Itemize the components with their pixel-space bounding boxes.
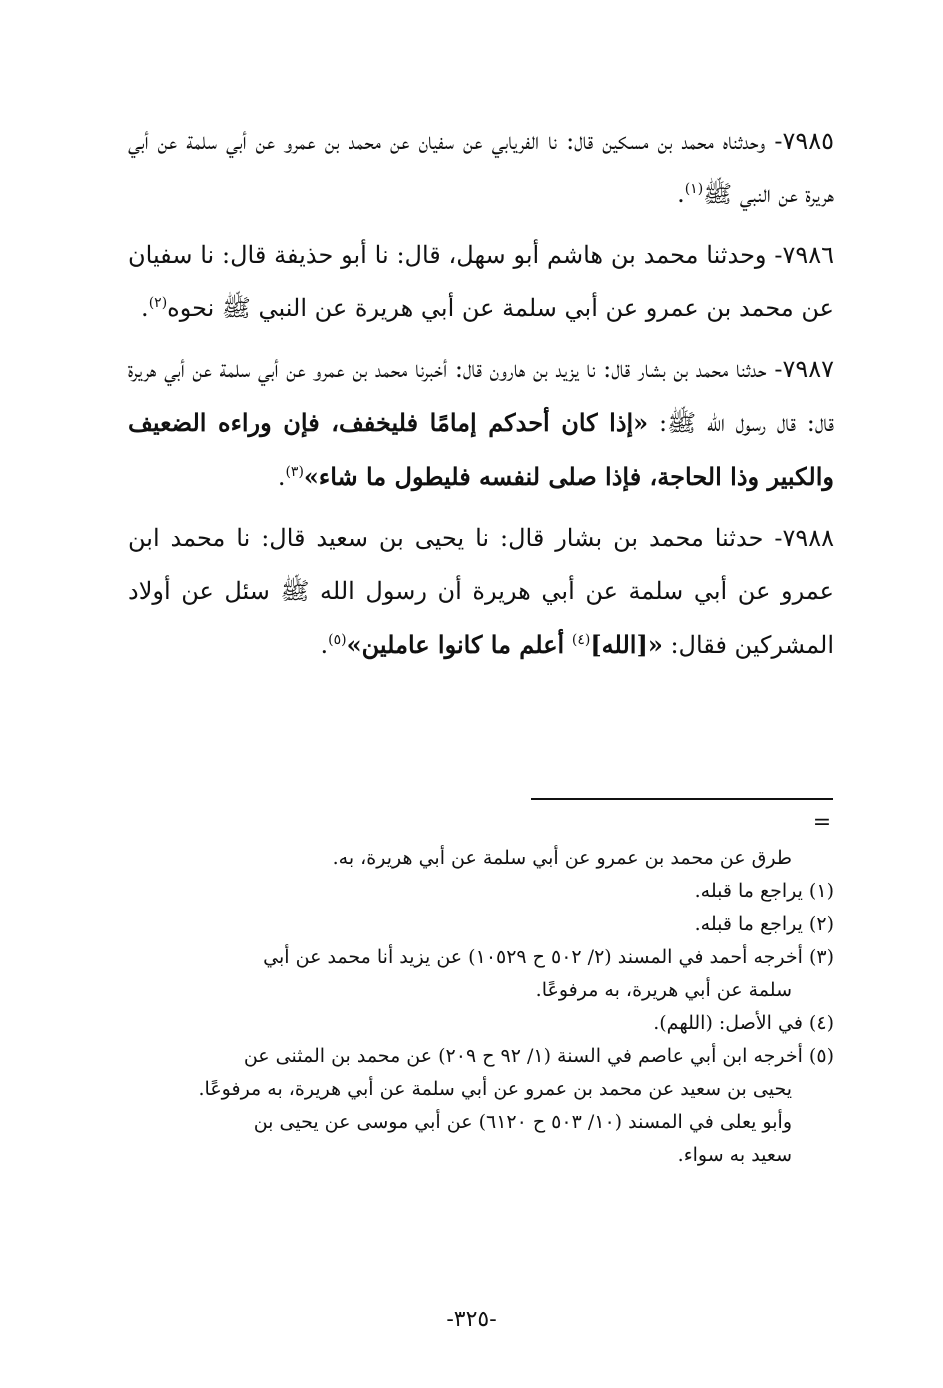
footnote-4: (٤) في الأصل: (اللهم). — [653, 1012, 834, 1034]
hadith-7987 — [128, 343, 834, 504]
footnote-5-line-4: سعيد به سواء. — [677, 1144, 792, 1166]
footnote-3-line-1: (٣) أخرجه أحمد في المسند (٢/ ٥٠٢ ح ١٠٥٢٩) عن يزيد أنا محمد عن أبي — [263, 946, 834, 968]
footnote-continuation: طرق عن محمد بن عمرو عن أبي سلمة عن أبي هريرة، به. — [332, 847, 792, 869]
footnote-continuation-mark: = — [812, 810, 832, 835]
hadith-end: . — [141, 294, 149, 322]
footnote-ref: (٢) — [148, 295, 168, 311]
footnote-ref: (٤) — [571, 632, 591, 648]
hadith-7985 — [128, 115, 834, 221]
footnote-separator — [531, 798, 833, 800]
footnote-5-line-1: (٥) أخرجه ابن أبي عاصم في السنة (١/ ٩٢ ح ٢٠٩) عن محمد بن المثنى عن — [243, 1045, 834, 1067]
hadith-matn-part2: أعلم ما كانوا عاملين» — [346, 630, 565, 659]
hadith-text: ٧٩٨٥- وحدثناه محمد بن مسكين قال: نا الفريابي عن سفيان عن محمد بن عمرو عن أبي سلمة عن أبي هريرة عن النبي ﷺ — [128, 127, 834, 208]
hadith-end: . — [320, 631, 329, 659]
footnote-3-line-2: سلمة عن أبي هريرة، به مرفوعًا. — [535, 979, 792, 1001]
main-text — [128, 115, 834, 680]
hadith-text: ٧٩٨٧- حدثنا محمد بن بشار قال: نا يزيد بن هارون قال: أخبرنا محمد بن عمرو عن أبي سلمة عن أبي هريرة قال: قال رسول الله ﷺ: — [128, 355, 834, 437]
footnote-ref: (٥) — [328, 632, 347, 648]
footnote-5-line-2: يحيى بن سعيد عن محمد بن عمرو عن أبي سلمة عن أبي هريرة، به مرفوعًا. — [198, 1078, 792, 1100]
hadith-matn-part1: «[الله] — [590, 630, 663, 659]
hadith-matn: «إذا كان أحدكم إمامًا فليخفف، فإن وراءه الضعيف والكبير وذا الحاجة، فإذا صلى لنفسه فليطول ما شاء» — [128, 408, 834, 491]
footnote-ref: (٣) — [285, 464, 304, 480]
footnote-5-line-3: وأبو يعلى في المسند (١٠/ ٥٠٣ ح ٦١٢٠) عن أبي موسى عن يحيى بن — [253, 1111, 792, 1133]
hadith-end: . — [677, 180, 685, 208]
hadith-7988 — [128, 512, 834, 672]
footnotes — [122, 842, 834, 1172]
hadith-text: ٧٩٨٨- حدثنا محمد بن بشار قال: نا يحيى بن سعيد قال: نا محمد ابن عمرو عن أبي سلمة عن أبي هريرة أن رسول الله ﷺ سئل عن أولاد المشركين فقال: — [128, 524, 834, 659]
footnote-ref: (١) — [684, 181, 704, 197]
footnote-1: (١) يراجع ما قبله. — [694, 880, 834, 902]
hadith-end: . — [277, 463, 286, 491]
hadith-7986 — [128, 229, 834, 335]
page-number: -٣٢٥- — [446, 1307, 497, 1332]
footnote-2: (٢) يراجع ما قبله. — [694, 913, 834, 935]
hadith-text: ٧٩٨٦- وحدثنا محمد بن هاشم أبو سهل، قال: نا أبو حذيفة قال: نا سفيان عن محمد بن عمرو عن أبي سلمة عن أبي هريرة عن النبي ﷺ نحوه — [128, 241, 834, 322]
